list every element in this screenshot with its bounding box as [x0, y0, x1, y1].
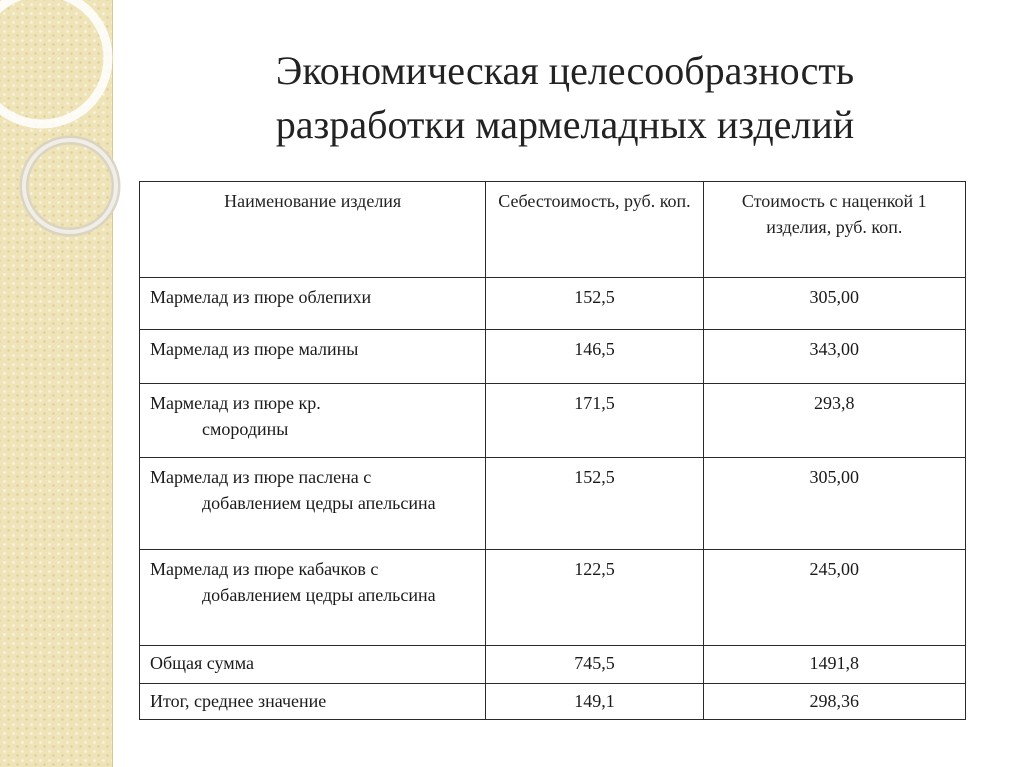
row-name: [140, 384, 486, 458]
row-name: [140, 550, 486, 646]
cost-table: [139, 181, 966, 720]
row-name-continuation: добавлением цедры апельсина: [202, 493, 436, 513]
row-cost: 152,5: [486, 458, 703, 550]
slide-title-line-2: разработки мармеладных изделий: [275, 102, 855, 147]
row-cost: 745,5: [486, 646, 703, 684]
row-cost: 152,5: [486, 278, 703, 330]
row-name: [140, 278, 486, 330]
table-header-row: [140, 182, 966, 278]
row-name-text: Общая сумма: [150, 653, 254, 673]
table-row: [140, 384, 966, 458]
table-row-average: [140, 684, 966, 720]
row-price: 298,36: [703, 684, 965, 720]
slide-title: [150, 44, 980, 152]
row-name-text: Итог, среднее значение: [150, 691, 327, 711]
table-row: [140, 278, 966, 330]
table-row: [140, 458, 966, 550]
table-row: [140, 550, 966, 646]
row-price: 293,8: [703, 384, 965, 458]
row-name: [140, 684, 486, 720]
row-name-text: Мармелад из пюре облепихи: [150, 287, 372, 307]
row-name: [140, 330, 486, 384]
row-name: [140, 458, 486, 550]
row-name-continuation: смородины: [202, 419, 289, 439]
header-price: Стоимость с наценкой 1 изделия, руб. коп.: [703, 182, 965, 278]
row-name-text: Мармелад из пюре паслена с: [150, 467, 372, 487]
header-name: Наименование изделия: [140, 182, 486, 278]
row-name-text: Мармелад из пюре кабачков с: [150, 559, 379, 579]
row-price: 245,00: [703, 550, 965, 646]
row-name-text: Мармелад из пюре малины: [150, 339, 359, 359]
decorative-rings: [0, 0, 140, 260]
row-cost: 146,5: [486, 330, 703, 384]
row-price: 343,00: [703, 330, 965, 384]
row-name-continuation: добавлением цедры апельсина: [202, 585, 436, 605]
table-row-total: [140, 646, 966, 684]
row-cost: 149,1: [486, 684, 703, 720]
slide-title-line-1: Экономическая целесообразность: [275, 48, 855, 93]
row-name: [140, 646, 486, 684]
row-price: 1491,8: [703, 646, 965, 684]
header-cost: Себестоимость, руб. коп.: [486, 182, 703, 278]
row-name-text: Мармелад из пюре кр.: [150, 393, 321, 413]
row-cost: 171,5: [486, 384, 703, 458]
row-price: 305,00: [703, 458, 965, 550]
table-row: [140, 330, 966, 384]
row-cost: 122,5: [486, 550, 703, 646]
row-price: 305,00: [703, 278, 965, 330]
